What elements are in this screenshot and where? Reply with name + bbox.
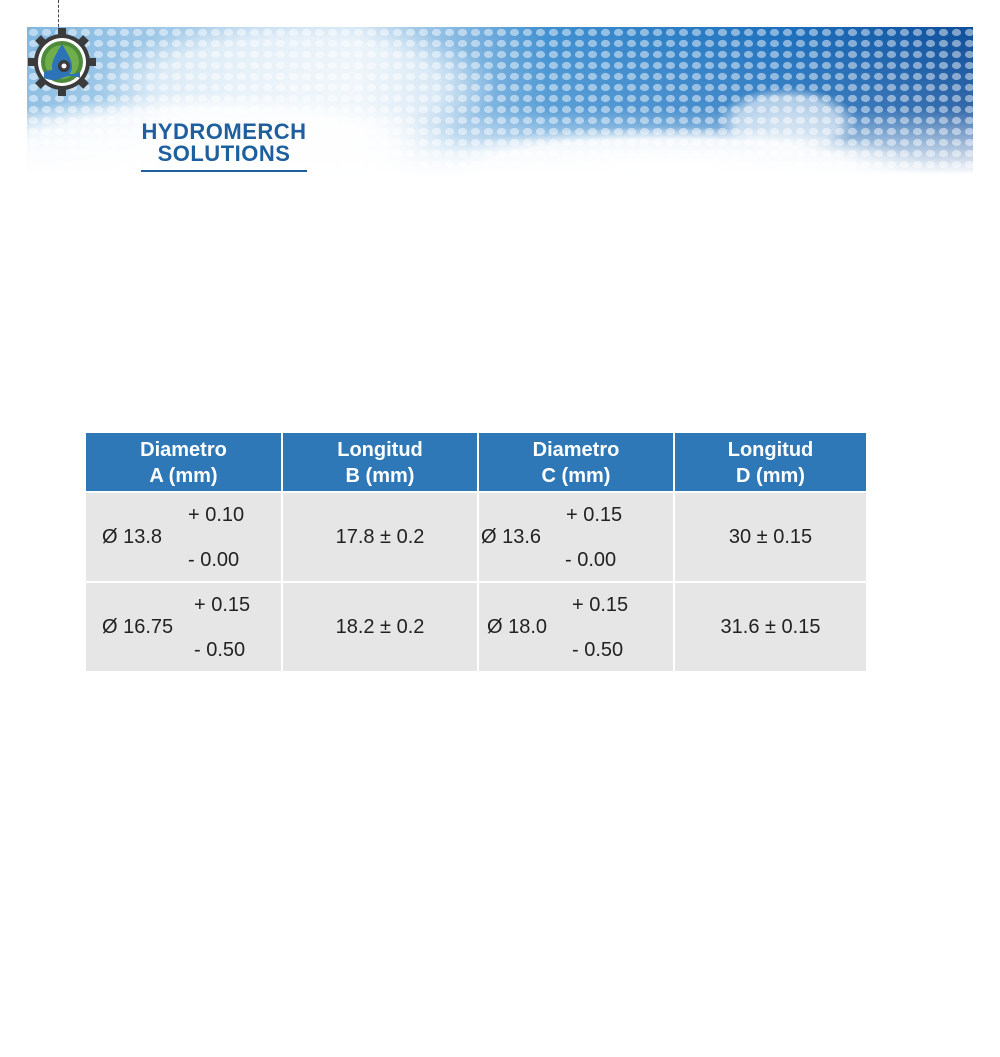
cell-longitud-b — [282, 582, 478, 671]
cell-longitud-d — [674, 582, 866, 671]
header-banner — [27, 27, 973, 175]
brand-underline — [141, 170, 307, 172]
lower-tolerance: - 0.00 — [565, 549, 617, 571]
length-value: 31.6 ± 0.15 — [720, 615, 821, 638]
nominal-value: Ø 18.0 — [487, 616, 548, 638]
header-label: Longitud — [337, 439, 423, 461]
header-longitud-b — [282, 433, 478, 492]
hydromerch-logo-icon — [27, 27, 97, 97]
header-unit: C (mm) — [541, 465, 611, 487]
header-label: Diametro — [140, 439, 227, 461]
table-row — [86, 492, 866, 582]
cell-longitud-b — [282, 492, 478, 582]
header-unit: B (mm) — [345, 465, 415, 487]
cell-diametro-c — [478, 582, 674, 671]
header-label: Longitud — [727, 439, 814, 461]
header-unit: D (mm) — [736, 465, 805, 487]
nominal-value: Ø 16.75 — [102, 616, 174, 638]
upper-tolerance: + 0.15 — [566, 504, 623, 526]
nominal-value: Ø 13.6 — [481, 526, 542, 548]
brand-name — [141, 121, 307, 165]
table-header-row — [86, 433, 866, 492]
brand-name-line2: SOLUTIONS — [157, 141, 291, 166]
length-value: 18.2 ± 0.2 — [335, 615, 425, 638]
header-unit: A (mm) — [149, 465, 218, 487]
lower-tolerance: - 0.00 — [188, 549, 240, 571]
length-value: 17.8 ± 0.2 — [335, 525, 425, 548]
cell-diametro-c — [478, 492, 674, 582]
upper-tolerance: + 0.15 — [194, 594, 251, 616]
dimensions-table — [86, 433, 866, 671]
cell-diametro-a — [86, 582, 282, 671]
header-longitud-d — [674, 433, 866, 492]
upper-tolerance: + 0.10 — [188, 504, 245, 526]
brand-name-line1: HYDROMERCH — [141, 119, 307, 144]
upper-tolerance: + 0.15 — [572, 594, 629, 616]
length-value: 30 ± 0.15 — [728, 525, 813, 548]
header-diametro-a — [86, 433, 282, 492]
lower-tolerance: - 0.50 — [194, 639, 246, 661]
header-label: Diametro — [532, 439, 620, 461]
header-diametro-c — [478, 433, 674, 492]
lower-tolerance: - 0.50 — [572, 639, 624, 661]
cell-diametro-a — [86, 492, 282, 582]
nominal-value: Ø 13.8 — [102, 526, 163, 548]
cell-longitud-d — [674, 492, 866, 582]
table-row — [86, 582, 866, 671]
